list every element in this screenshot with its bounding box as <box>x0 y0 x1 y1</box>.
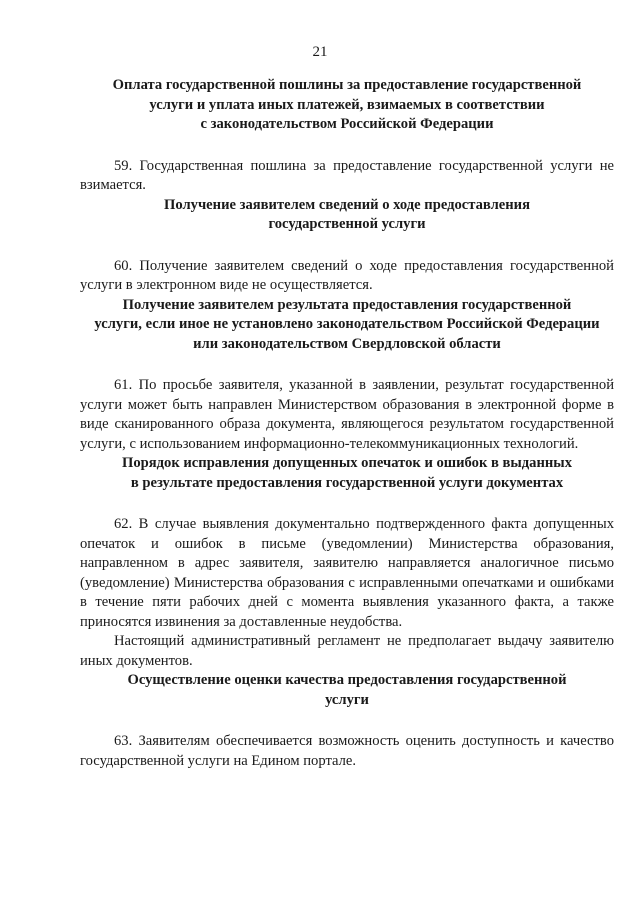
heading-line: государственной услуги <box>268 216 426 232</box>
section-quality-assessment <box>80 671 614 771</box>
heading-line: Осуществление оценки качества предоставления государственной <box>127 672 567 688</box>
paragraph-61: 61. По просьбе заявителя, указанной в заявлении, результат государственной услуги может быть направлен Министерством образования в электронной форме в виде сканированного образа документа, являющегося результатом государственной услуги, с использованием информационно-телекоммуникационных технологий. <box>80 377 614 452</box>
section-heading <box>80 671 614 710</box>
heading-line: Оплата государственной пошлины за предоставление государственной <box>112 77 582 93</box>
page-number: 21 <box>312 44 328 60</box>
section-progress-info <box>80 196 614 296</box>
paragraph-63: 63. Заявителям обеспечивается возможность оценить доступность и качество государственной услуги на Едином портале. <box>80 733 614 769</box>
paragraph-62-note: Настоящий административный регламент не предполагает выдачу заявителю иных документов. <box>80 633 614 669</box>
heading-line: услуги, если иное не установлено законодательством Российской Федерации <box>94 316 600 332</box>
heading-line: с законодательством Российской Федерации <box>200 116 494 132</box>
heading-line: Получение заявителем сведений о ходе предоставления <box>164 196 530 213</box>
section-result-receipt <box>80 296 614 455</box>
section-heading <box>80 196 614 235</box>
section-heading <box>80 454 614 493</box>
section-error-correction <box>80 454 614 671</box>
paragraph-59: 59. Государственная пошлина за предоставление государственной услуги не взимается. <box>80 157 614 193</box>
section-heading <box>80 296 614 355</box>
heading-line: в результате предоставления государственной услуги документах <box>130 474 564 491</box>
section-heading <box>80 76 614 135</box>
heading-line: Порядок исправления допущенных опечаток и ошибок в выданных <box>122 455 572 471</box>
heading-line: или законодательством Свердловской области <box>193 335 501 352</box>
heading-line: услуги и уплата иных платежей, взимаемых в соответствии <box>149 96 545 113</box>
heading-line: Получение заявителем результата предоставления государственной <box>122 296 572 313</box>
document-body <box>80 76 614 771</box>
paragraph-62: 62. В случае выявления документально подтвержденного факта допущенных опечаток и ошибок в письме (уведомлении) Министерства образования, направленном в адрес заявителя, заявителю направляется аналогичное письмо (уведомление) Министерства образования с исправленными опечатками и ошибками в течение пяти рабочих дней с момента выявления указанного факта, а также приносятся извинения за доставленные неудобства. <box>80 516 614 630</box>
section-state-fee <box>80 76 614 196</box>
paragraph-60: 60. Получение заявителем сведений о ходе предоставления государственной услуги в электронном виде не осуществляется. <box>80 257 614 293</box>
heading-line: услуги <box>325 691 369 708</box>
